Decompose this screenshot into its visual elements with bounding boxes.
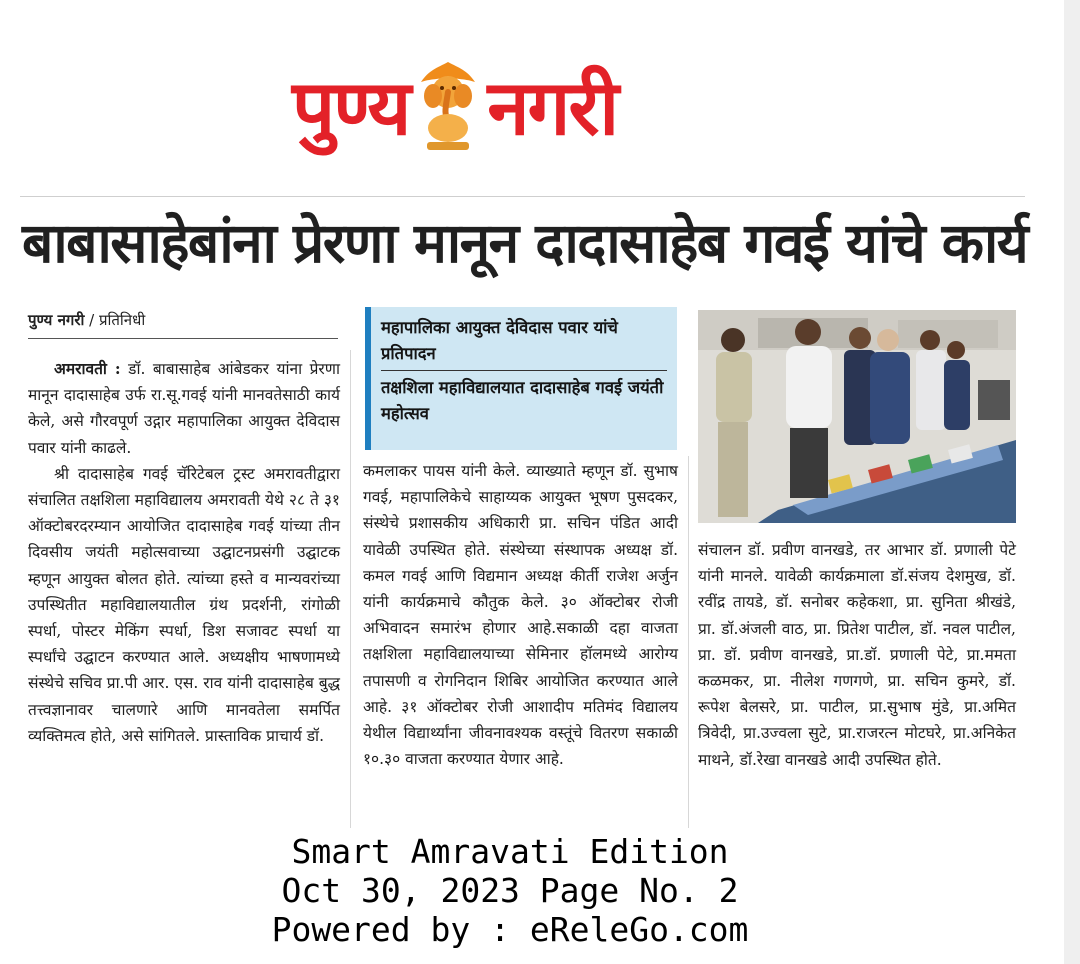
footer-date-page: Oct 30, 2023 Page No. 2 — [281, 871, 739, 910]
masthead-word-right: नगरी — [487, 63, 618, 152]
subheadline-box — [365, 307, 677, 450]
edition-footer — [0, 832, 1020, 949]
paragraph: कमलाकर पायस यांनी केले. व्याख्याते म्हणून डॉ. सुभाष गवई, महापालिकेचे साहाय्यक आयुक्त भूषण पुसदकर, संस्थेचे प्रशासकीय अधिकारी प्रा. सचिन पंडित आदी यावेळी उपस्थित होते. संस्थेच्या संस्थापक अध्यक्ष डॉ. कमल गवई आणि विद्यमान अध्यक्ष कीर्ती राजेश अर्जुन यांनी कार्यक्रमाचे कौतुक केले. ३० ऑक्टोबर रोजी अभिवादन समारंभ होणार आहे.सकाळी दहा वाजता तक्षशिला महाविद्यालयाच्या सेमिनार हॉलमध्ये आरोग्य तपासणी व रोगनिदान शिबिर आयोजित करण्यात आले आहे. ३१ ऑक्टोबर रोजी आशादीप मतिमंद विद्यालय येथील विद्यार्थ्यांना जीवनावश्यक वस्तूंचे वितरण सकाळी १०.३० वाजता करण्यात येणार आहे. — [363, 462, 678, 769]
article-column-1 — [28, 356, 340, 749]
article-headline: बाबासाहेबांना प्रेरणा मानून दादासाहेब गवई यांचे कार्य — [22, 211, 1028, 275]
subheadline-2: तक्षशिला महाविद्यालयात दादासाहेब गवई जयंती महोत्सव — [381, 378, 664, 423]
byline-author: प्रतिनिधी — [98, 311, 146, 329]
article-column-2 — [363, 458, 678, 772]
byline — [28, 310, 336, 330]
byline-separator: / — [84, 311, 99, 329]
masthead-word-left: पुण्य — [292, 63, 410, 152]
subheadline-1: महापालिका आयुक्त देविदास पवार यांचे प्रतिपादन — [381, 318, 618, 363]
byline-divider — [28, 338, 338, 339]
masthead — [292, 48, 732, 168]
column-separator — [350, 350, 351, 828]
byline-paper: पुण्य नगरी — [28, 311, 85, 329]
paragraph: संचालन डॉ. प्रवीण वानखडे, तर आभार डॉ. प्रणाली पेटे यांनी मानले. यावेळी कार्यक्रमाला डॉ.संजय देशमुख, डॉ. रवींद्र तायडे, डॉ. सनोबर कहेकशा, प्रा. सुनिता श्रीखंडे, प्रा. डॉ.अंजली वाठ, प्रा. प्रितेश पाटील, डॉ. नवल पाटील, प्रा. डॉ. प्रवीण वानखडे, प्रा.डॉ. प्रणाली पेटे, प्रा.ममता कळमकर, प्रा. नीलेश गणगणे, प्रा. सचिन कुमरे, डॉ. रूपेश बेलसरे, प्रा. पाटील, प्रा.सुभाष मुंडे, प्रा.अमित त्रिवेदी, प्रा.उज्वला सुटे, प्रा.राजरत्न मोटघरे, प्रा.अनिकेत माथने, डॉ.रेखा वानखडे आदी उपस्थित होते. — [698, 541, 1016, 769]
event-photo — [698, 310, 1016, 523]
paragraph — [28, 356, 340, 461]
ganesha-logo-icon — [415, 58, 481, 158]
page-edge — [1064, 0, 1080, 964]
column-separator — [688, 456, 689, 828]
paragraph-text: डॉ. बाबासाहेब आंबेडकर यांना प्रेरणा मानून दादासाहेब उर्फ रा.सू.गवई यांनी मानवतेसाठी कार्य केले, असे गौरवपूर्ण उद्गार महापालिका आयुक्त देविदास पवार यांनी काढले. — [28, 360, 340, 457]
dateline: अमरावती : — [54, 359, 121, 378]
footer-powered-by: Powered by : eReleGo.com — [271, 910, 749, 949]
paragraph: श्री दादासाहेब गवई चॅरिटेबल ट्रस्ट अमरावतीद्वारा संचालित तक्षशिला महाविद्यालय अमरावती येथे २८ ते ३१ ऑक्टोबरदरम्यान आयोजित दादासाहेब गवई यांच्या तीन दिवसीय जयंती महोत्सवाच्या उद्घाटनप्रसंगी उद्घाटक म्हणून आयुक्त बोलत होते. त्यांच्या हस्ते व मान्यवरांच्या उपस्थितीत महाविद्यालयातील ग्रंथ प्रदर्शनी, रांगोळी स्पर्धा, पोस्टर मेकिंग स्पर्धा, डिश सजावट स्पर्धा या स्पर्धांचे उद्घाटन करण्यात आले. अध्यक्षीय भाषणामध्ये संस्थेचे सचिव प्रा.पी आर. एस. राव यांनी दादासाहेब बुद्ध तत्त्वज्ञानावर चालणारे आणि मानवतेला समर्पित व्यक्तिमत्व होते, असे सांगितले. प्रास्ताविक प्राचार्य डॉ. — [28, 464, 340, 745]
article-column-3 — [698, 537, 1016, 773]
subheadline-divider — [381, 370, 667, 371]
footer-edition: Smart Amravati Edition — [291, 832, 729, 871]
masthead-divider — [20, 196, 1025, 197]
